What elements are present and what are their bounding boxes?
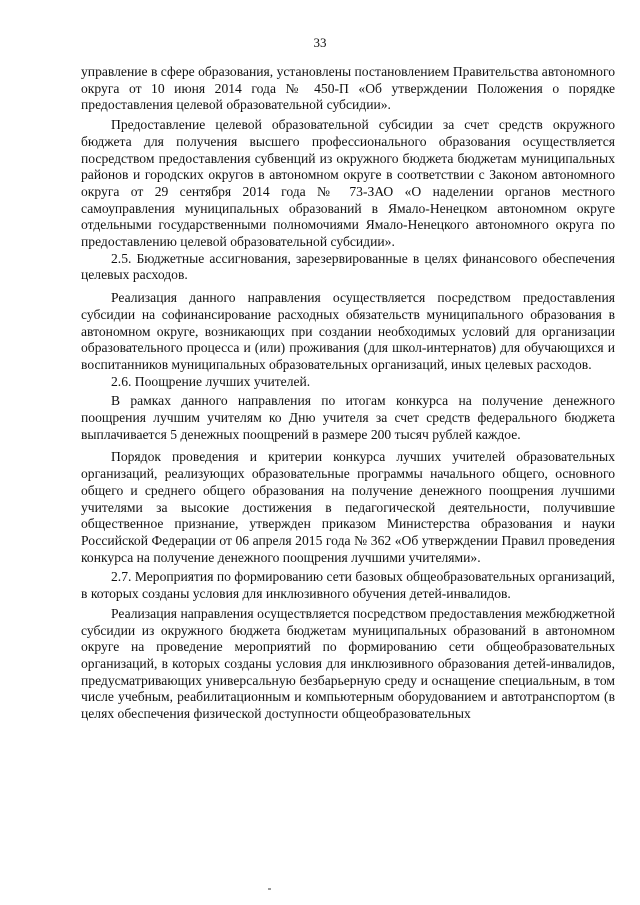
section-heading-2-5: 2.5. Бюджетные ассигнования, зарезервированные в целях финансового обеспечения целевых расходов. [81,250,615,283]
scan-artifact [268,888,271,890]
section-heading-2-7: 2.7. Мероприятия по формированию сети базовых общеобразовательных организаций, в которых созданы условия для инклюзивного обучения детей-инвалидов. [81,569,615,602]
document-body [81,64,615,723]
paragraph-2-6-procedure: Порядок проведения и критерии конкурса лучших учителей образовательных организаций, реализующих образовательные программы начального общего, основного общего и среднего общего образования на получение денежного поощрения лучшими учителями за высокие достижения в педагогической деятельности, получившие общественное признание, утвержден приказом Министерства образования и науки Российской Федерации от 06 апреля 2015 года № 362 «Об утверждении Правил проведения конкурса на получение денежного поощрения лучшими учителями». [81,449,615,565]
paragraph-2-7-implementation: Реализация направления осуществляется посредством предоставления межбюджетной субсидии из окружного бюджета бюджетам муниципальных образований в автономном округе на проведение мероприятий по формированию сети общеобразовательных организаций, в которых созданы условия для инклюзивного образования детей-инвалидов, предусматривающих универсальную безбарьерную среду и оснащение специальным, в том числе учебным, реабилитационным и компьютерным оборудованием и автотранспортом (в целях обеспечения физической доступности общеобразовательных [81,605,615,722]
paragraph-2-5-implementation: Реализация данного направления осуществляется посредством предоставления субсидии на софинансирование расходных обязательств муниципального образования в автономном округе, возникающих при создании необходимых условий для организации образовательного процесса и (или) проживания (для школ-интернатов) для обучающихся и воспитанников муниципальных образовательных организаций, иных целевых расходов. [81,290,615,372]
paragraph-2-6-awards: В рамках данного направления по итогам конкурса на получение денежного поощрения лучшим учителям ко Дню учителя за счет средств федерального бюджета выплачивается 5 денежных поощрений в размере 200 тысяч рублей каждое. [81,393,615,442]
paragraph-continuation: управление в сфере образования, установлены постановлением Правительства автономного округа от 10 июня 2014 года № 450-П «Об утверждении Положения о порядке предоставления целевой образовательной субсидии». [81,64,615,113]
page-number: 33 [313,35,327,50]
section-heading-2-6: 2.6. Поощрение лучших учителей. [111,373,311,389]
paragraph-subsidy-provision: Предоставление целевой образовательной субсидии за счет средств окружного бюджета для получения высшего профессионального образования осуществляется посредством предоставления субвенций из окружного бюджета бюджетам муниципальных районов и городских округов в автономном округе в соответствии с Законом автономного округа от 29 сентября 2014 года № 73-ЗАО «О наделении органов местного самоуправления муниципальных образований в Ямало-Ненецком автономном округе отдельными государственными полномочиями Ямало-Ненецкого автономного округа по предоставлению целевой образовательной субсидии». [81,117,615,250]
